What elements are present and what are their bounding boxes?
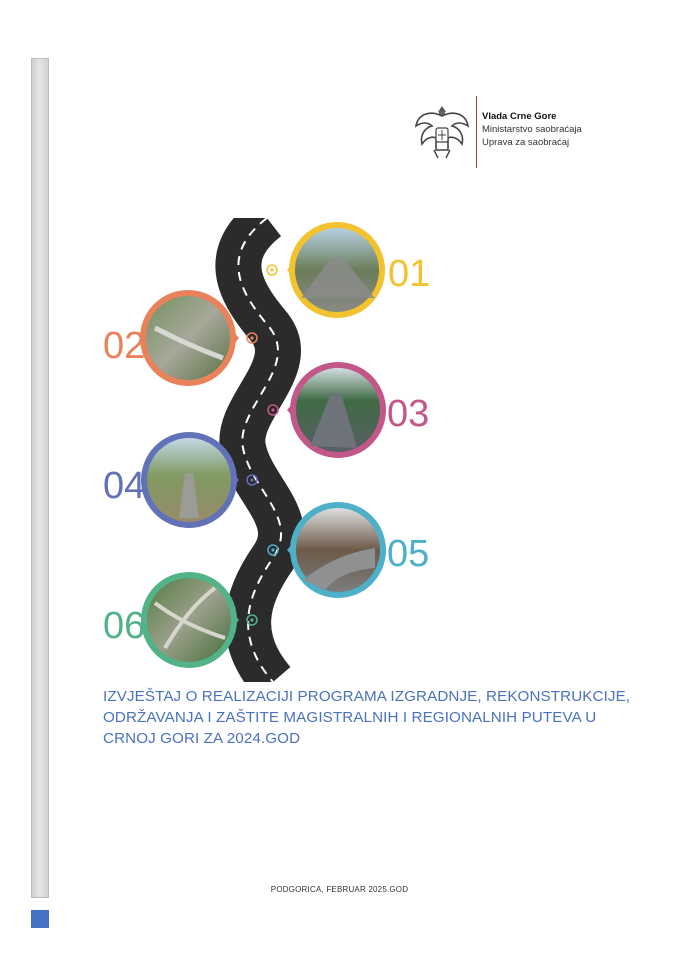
place-date: PODGORICA, FEBRUAR 2025.GOD [270, 885, 409, 894]
ministry-name: Ministarstvo saobraćaja [482, 124, 582, 135]
station-04-number: 04 [103, 465, 146, 507]
report-title-line-3: CRNOJ GORI ZA 2024.GOD [103, 730, 301, 747]
report-title-line-1: IZVJEŠTAJ O REALIZACIJI PROGRAMA IZGRADNJE, REKONSTRUKCIJE, [103, 688, 631, 705]
administration-name: Uprava za saobraćaj [482, 137, 570, 148]
government-name: Vlada Crne Gore [482, 111, 557, 122]
station-06-number: 06 [103, 605, 146, 647]
ministry-text [482, 110, 582, 149]
station-03-number: 03 [387, 393, 430, 435]
ministry-header [412, 96, 612, 176]
coat-of-arms-icon [412, 100, 472, 164]
winding-road [238, 218, 281, 682]
report-title [103, 686, 643, 749]
report-title-line-2: ODRŽAVANJA I ZAŠTITE MAGISTRALNIH I REGIONALNIH PUTEVA U [103, 709, 597, 726]
page-side-bar [31, 58, 49, 898]
station-02-number: 02 [103, 325, 146, 367]
station-05-number: 05 [387, 533, 430, 575]
header-divider [476, 96, 477, 168]
corner-square [31, 910, 49, 928]
station-01 [267, 225, 430, 315]
road-illustration [95, 218, 435, 682]
station-01-number: 01 [388, 253, 431, 295]
